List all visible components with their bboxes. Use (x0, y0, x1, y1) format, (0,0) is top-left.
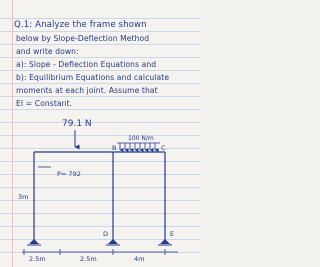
dimension-1: 2.5m (29, 255, 46, 263)
joint-e-label: E (170, 230, 175, 238)
problem-line-4: a): Slope - Deflection Equations and (16, 60, 157, 69)
dimension-2: 2.5m (80, 255, 97, 263)
joint-d-label: D (103, 230, 109, 238)
udl-arrows (117, 143, 160, 150)
frame-members (34, 152, 165, 244)
joint-b-label: B (112, 144, 117, 152)
problem-line-1: Q.1: Analyze the frame shown (14, 20, 147, 30)
problem-line-5: b): Equilibrium Equations and calculate (16, 73, 170, 82)
support-d (106, 239, 120, 245)
problem-line-2: below by Slope-Deflection Method (16, 34, 150, 43)
problem-line-7: EI = Constant. (16, 99, 73, 108)
problem-line-3: and write down: (16, 47, 79, 56)
problem-line-6: moments at each joint. Assume that (16, 86, 158, 95)
point-load-text: P= 792 (57, 170, 81, 178)
load-label: 79.1 N (62, 119, 92, 129)
joint-c-label: C (161, 144, 166, 152)
support-left (27, 239, 41, 245)
support-e (158, 239, 172, 245)
dimension-3: 4m (134, 255, 145, 263)
height-label: 3m (18, 193, 29, 201)
udl-label: 100 N/m (128, 135, 154, 142)
